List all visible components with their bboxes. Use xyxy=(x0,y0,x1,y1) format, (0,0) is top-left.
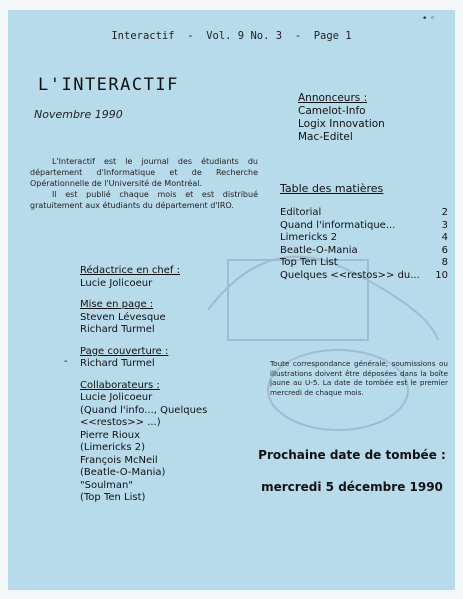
credits-name: Pierre Rioux xyxy=(80,429,140,441)
newsletter-page xyxy=(8,10,455,590)
toc-page: 10 xyxy=(435,269,448,281)
credits-name: (Top Ten List) xyxy=(80,492,146,503)
toc-page: 2 xyxy=(441,207,448,218)
toc-title: Editorial xyxy=(280,207,322,218)
intro-paragraph: Il est publié chaque mois et est distribué gratuitement aux étudiants du département d'IRO. xyxy=(30,190,258,210)
table-of-contents xyxy=(280,182,448,282)
announcer-item: Camelot-Info xyxy=(298,105,366,117)
corner-mark: • ◦ xyxy=(422,14,436,24)
credits-name: Richard Turmel xyxy=(80,358,155,369)
toc-entry xyxy=(280,257,448,270)
page-header: Interactif - Vol. 9 No. 3 - Page 1 xyxy=(111,30,352,42)
toc-title: Quand l'informatique... xyxy=(280,219,396,231)
credits-editor xyxy=(80,265,270,290)
masthead-title: L'INTERACTIF xyxy=(38,75,179,95)
credits-name: Lucie Jolicoeur xyxy=(80,277,153,289)
header-volume: Vol. 9 No. 3 xyxy=(206,30,283,42)
credits-label: Rédactrice en chef : xyxy=(80,265,180,276)
deadline-block xyxy=(254,448,450,494)
toc-title: Limericks 2 xyxy=(280,232,338,243)
credits-block xyxy=(80,265,270,514)
credits-label: Page couverture : xyxy=(80,345,169,357)
credits-label: Collaborateurs : xyxy=(80,379,160,391)
credits-name: (Beatle-O-Mania) xyxy=(80,467,166,478)
toc-title: Beatle-O-Mania xyxy=(280,244,358,256)
credits-name: (Limericks 2) xyxy=(80,442,145,453)
credits-name: François McNeil xyxy=(80,454,158,466)
deadline-label: Prochaine date de tombée : xyxy=(258,448,446,462)
header-separator: - xyxy=(294,30,302,42)
credits-contributors xyxy=(80,380,270,505)
credits-name: (Quand l'info..., Quelques xyxy=(80,404,208,416)
announcer-item: Mac-Editel xyxy=(298,131,353,143)
toc-title: Top Ten List xyxy=(280,257,338,268)
toc-page: 8 xyxy=(441,257,448,268)
header-page: Page 1 xyxy=(313,30,352,42)
toc-title: Quelques <<restos>> du... xyxy=(280,269,420,281)
masthead-date: Novembre 1990 xyxy=(34,108,123,121)
toc-heading: Table des matières xyxy=(280,182,384,195)
dash-mark: - xyxy=(64,356,68,367)
toc-entry xyxy=(280,245,448,258)
credits-name: Steven Lévesque xyxy=(80,311,166,323)
toc-page: 3 xyxy=(441,219,448,231)
credits-layout xyxy=(80,299,270,337)
credits-name: Lucie Jolicoeur xyxy=(80,392,153,403)
intro-text xyxy=(30,156,258,211)
credits-name: <<restos>> ...) xyxy=(80,417,161,428)
announcers-heading: Annonceurs : xyxy=(298,92,368,104)
deadline-date: mercredi 5 décembre 1990 xyxy=(261,480,443,494)
submission-notice: Toute correspondance générale, soumissions ou illustrations doivent être déposées dans la boîte jaune au U-5. La date de tombée est le premier mercredi de chaque mois. xyxy=(270,359,448,397)
credits-cover xyxy=(80,346,270,371)
toc-page: 4 xyxy=(441,232,448,243)
announcer-item: Logix Innovation xyxy=(298,118,385,130)
header-publication: Interactif xyxy=(111,30,175,42)
toc-entry xyxy=(280,270,448,283)
toc-entry xyxy=(280,207,448,220)
credits-label: Mise en page : xyxy=(80,299,154,310)
toc-entry xyxy=(280,220,448,233)
announcers-block xyxy=(298,92,385,144)
credits-name: Richard Turmel xyxy=(80,324,155,335)
toc-entry xyxy=(280,232,448,245)
credits-name: "Soulman" xyxy=(80,479,133,491)
toc-page: 6 xyxy=(441,244,448,256)
intro-paragraph: L'Interactif est le journal des étudiants du département d'Informatique et de Recherche Opérationnelle de l'Université de Montréal. xyxy=(30,157,258,188)
